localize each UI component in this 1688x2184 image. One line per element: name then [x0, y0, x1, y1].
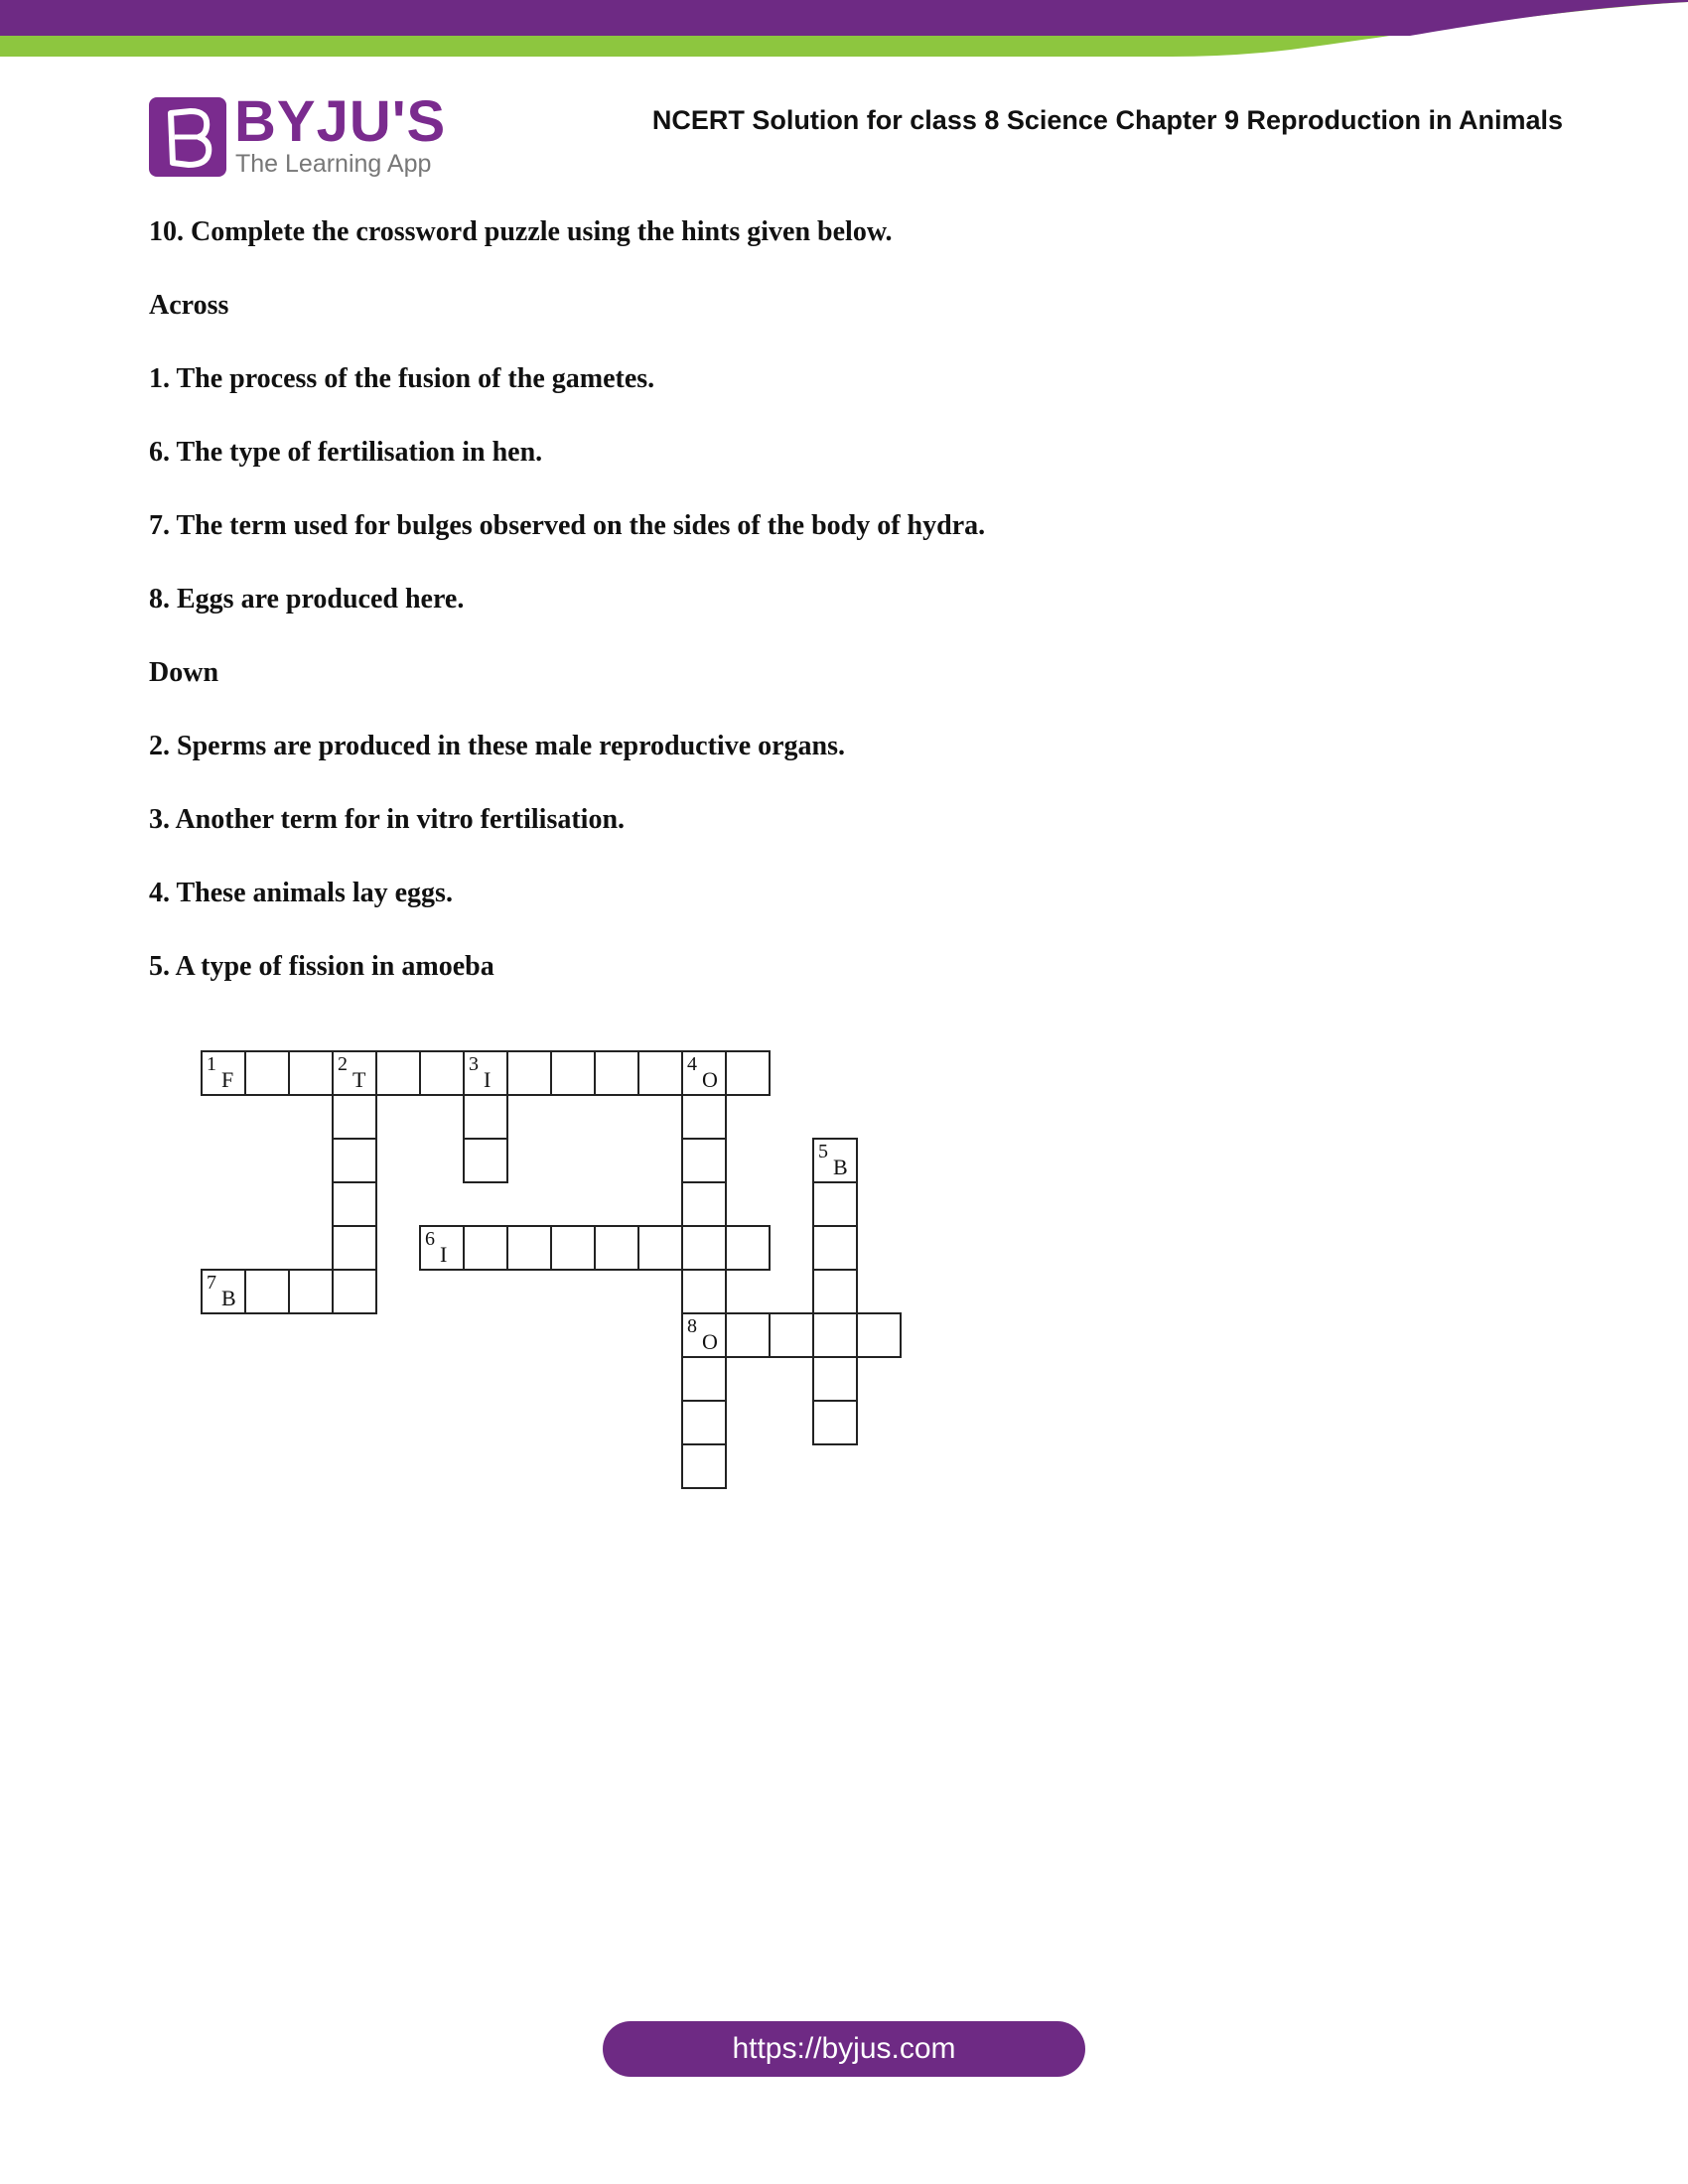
clue-letter-2: T — [352, 1067, 366, 1092]
crossword-cell — [638, 1226, 682, 1270]
across-clue-1: 1. The process of the fusion of the gametes. — [149, 363, 655, 394]
crossword-cell — [464, 1226, 507, 1270]
crossword-cell — [857, 1313, 901, 1357]
clue-letter-7: B — [221, 1286, 236, 1310]
crossword-cell — [507, 1051, 551, 1095]
crossword-cell — [507, 1226, 551, 1270]
crossword-cell — [420, 1051, 464, 1095]
crossword-cell — [464, 1139, 507, 1182]
crossword-cell — [333, 1226, 376, 1270]
clue-letter-4: O — [702, 1067, 718, 1092]
crossword-cell — [638, 1051, 682, 1095]
crossword-cell — [333, 1270, 376, 1313]
down-clue-5: 5. A type of fission in amoeba — [149, 951, 494, 982]
crossword-cell — [333, 1139, 376, 1182]
document-title: NCERT Solution for class 8 Science Chapter 9 Reproduction in Animals — [651, 105, 1563, 135]
clue-number-2: 2 — [338, 1053, 348, 1075]
logo-wordmark: BYJU'S — [234, 89, 447, 154]
clue-letter-6: I — [440, 1242, 448, 1267]
clue-number-6: 6 — [425, 1228, 435, 1250]
crossword-cell — [813, 1357, 857, 1401]
crossword-cell — [682, 1095, 726, 1139]
clue-letter-8: O — [702, 1329, 718, 1354]
question-text: 10. Complete the crossword puzzle using the hints given below. — [149, 216, 893, 247]
down-clue-3: 3. Another term for in vitro fertilisation. — [149, 804, 626, 835]
across-clue-7: 7. The term used for bulges observed on the sides of the body of hydra. — [149, 510, 986, 541]
clue-number-3: 3 — [469, 1053, 479, 1075]
clue-letter-3: I — [484, 1067, 492, 1092]
across-clue-6: 6. The type of fertilisation in hen. — [149, 437, 543, 468]
crossword-cell — [376, 1051, 420, 1095]
down-clue-4: 4. These animals lay eggs. — [149, 878, 453, 908]
crossword-cell — [333, 1095, 376, 1139]
crossword-cell — [245, 1051, 289, 1095]
crossword-cell — [726, 1051, 770, 1095]
crossword-cell — [813, 1313, 857, 1357]
crossword-cell — [770, 1313, 813, 1357]
crossword-cell — [682, 1182, 726, 1226]
crossword-cell — [813, 1182, 857, 1226]
crossword-cell — [726, 1226, 770, 1270]
crossword-cell — [289, 1051, 333, 1095]
crossword-cell — [595, 1226, 638, 1270]
clue-number-1: 1 — [207, 1053, 216, 1075]
website-link[interactable]: https://byjus.com — [603, 2021, 1085, 2077]
crossword-cell — [289, 1270, 333, 1313]
crossword-cell — [245, 1270, 289, 1313]
crossword-cell — [726, 1313, 770, 1357]
clue-number-4: 4 — [687, 1053, 697, 1075]
crossword-cell — [682, 1270, 726, 1313]
down-clue-2: 2. Sperms are produced in these male reproductive organs. — [149, 731, 846, 761]
logo-tagline: The Learning App — [235, 150, 432, 178]
across-clue-8: 8. Eggs are produced here. — [149, 584, 465, 614]
clue-letter-5: B — [833, 1155, 848, 1179]
crossword-cell — [682, 1357, 726, 1401]
crossword-cell — [813, 1401, 857, 1444]
crossword-cell — [682, 1226, 726, 1270]
crossword-cell — [682, 1401, 726, 1444]
across-heading: Across — [149, 290, 229, 321]
crossword-cell — [551, 1226, 595, 1270]
crossword-cell — [813, 1270, 857, 1313]
crossword-cell — [595, 1051, 638, 1095]
clue-number-8: 8 — [687, 1315, 697, 1337]
crossword-cell — [464, 1095, 507, 1139]
crossword-cell — [551, 1051, 595, 1095]
crossword-cell — [333, 1182, 376, 1226]
crossword-cell — [682, 1444, 726, 1488]
clue-letter-1: F — [221, 1067, 234, 1092]
crossword-cell — [813, 1226, 857, 1270]
clue-number-7: 7 — [207, 1272, 216, 1294]
down-heading: Down — [149, 657, 219, 688]
clue-number-5: 5 — [818, 1141, 828, 1162]
crossword-cell — [682, 1139, 726, 1182]
